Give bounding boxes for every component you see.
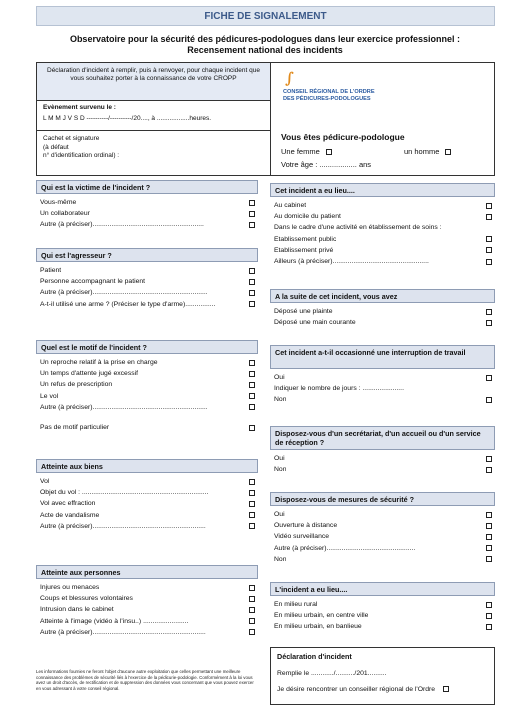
- option-label: Au domicile du patient: [274, 213, 341, 221]
- option-row: [36, 498, 258, 509]
- logo-line-1: CONSEIL RÉGIONAL DE L'ORDRE: [283, 89, 375, 95]
- option-row: [270, 222, 495, 233]
- option-label: Autre (à préciser).............................................................: [40, 289, 208, 297]
- option-checkbox[interactable]: [249, 290, 255, 296]
- option-label: Coups et blessures volontaires: [40, 595, 133, 603]
- option-label: Pas de motif particulier: [40, 424, 110, 432]
- option-row: [36, 402, 258, 413]
- declaration-box: [270, 647, 495, 705]
- section-title: A la suite de cet incident, vous avez: [270, 289, 495, 303]
- section-title: L'incident a eu lieu....: [270, 582, 495, 596]
- option-checkbox[interactable]: [486, 512, 492, 518]
- homme-label: un homme: [403, 147, 440, 156]
- option-checkbox[interactable]: [486, 613, 492, 619]
- section-right-5: [270, 582, 495, 633]
- subtitle-line-1: Observatoire pour la sécurité des pédicures-podologues dans leur exercice professionnel :: [69, 34, 461, 44]
- option-checkbox[interactable]: [486, 624, 492, 630]
- option-label: Non: [274, 396, 287, 404]
- option-label: Non: [274, 555, 287, 563]
- option-label: Un reproche relatif à la prise en charge: [40, 359, 158, 367]
- option-row: [36, 379, 258, 390]
- option-row: [36, 476, 258, 487]
- declaration-title: Déclaration d'incident: [277, 652, 352, 661]
- signature-block[interactable]: [37, 131, 270, 165]
- option-row: [36, 368, 258, 379]
- section-right-4: [270, 492, 495, 565]
- section-title: Cet incident a eu lieu....: [270, 183, 495, 197]
- option-checkbox[interactable]: [249, 501, 255, 507]
- option-label: Etablissement public: [274, 235, 337, 243]
- event-date-field[interactable]: L M M J V S D ----------/----------/20...., à ..................heures.: [43, 114, 212, 122]
- option-row: [270, 610, 495, 621]
- option-row: [36, 627, 258, 638]
- section-right-0: [270, 183, 495, 267]
- option-row: [36, 593, 258, 604]
- option-row: [36, 197, 258, 208]
- option-checkbox[interactable]: [249, 479, 255, 485]
- option-row: [270, 621, 495, 632]
- option-checkbox[interactable]: [486, 456, 492, 462]
- logo-line-2: DES PÉDICURES-PODOLOGUES: [283, 95, 371, 102]
- section-title: Cet incident a-t-il occasionné une interruption de travail: [270, 345, 495, 369]
- option-row: [270, 211, 495, 222]
- option-label: En milieu urbain, en banlieue: [274, 623, 362, 631]
- section-left-1: [36, 248, 258, 310]
- option-label: Personne accompagnant le patient: [40, 278, 146, 286]
- option-checkbox[interactable]: [249, 360, 255, 366]
- section-title: Disposez-vous de mesures de sécurité ?: [270, 492, 495, 506]
- option-checkbox[interactable]: [486, 375, 492, 381]
- option-checkbox[interactable]: [486, 236, 492, 242]
- logo-text: [283, 89, 375, 103]
- option-row: [36, 521, 258, 532]
- signature-note-2: n° d'identification ordinal) :: [43, 152, 120, 159]
- option-label: Oui: [274, 511, 285, 519]
- option-checkbox[interactable]: [486, 397, 492, 403]
- section-title: Quel est le motif de l'incident ?: [36, 340, 258, 354]
- event-date-label: Evènement survenu le :: [43, 104, 116, 111]
- section-left-0: [36, 180, 258, 231]
- option-label: Intrusion dans le cabinet: [40, 606, 114, 614]
- option-checkbox[interactable]: [249, 404, 255, 410]
- section-title: Qui est l'agresseur ?: [36, 248, 258, 262]
- logo-mark-icon: ∫: [285, 69, 294, 87]
- section-left-2: [36, 340, 258, 433]
- option-row: [36, 276, 258, 287]
- option-checkbox[interactable]: [249, 382, 255, 388]
- option-row: [36, 616, 258, 627]
- option-row: [270, 554, 495, 565]
- section-title: Atteinte aux biens: [36, 459, 258, 473]
- option-label: En milieu rural: [274, 601, 318, 609]
- option-row: [270, 543, 495, 554]
- age-field[interactable]: Votre âge : .................. ans: [281, 160, 372, 169]
- option-label: Vous-même: [40, 199, 77, 207]
- option-label: Oui: [274, 455, 285, 463]
- option-row: [36, 219, 258, 230]
- option-row: [270, 509, 495, 520]
- option-label: Autre (à préciser)............................................................: [40, 522, 206, 530]
- section-title: Qui est la victime de l'incident ?: [36, 180, 258, 194]
- option-checkbox[interactable]: [249, 222, 255, 228]
- option-row: [270, 306, 495, 317]
- option-checkbox[interactable]: [486, 467, 492, 473]
- option-label: Vidéo surveillance: [274, 533, 330, 541]
- option-checkbox[interactable]: [486, 320, 492, 326]
- section-right-1: [270, 289, 495, 328]
- option-label: Vol avec effraction: [40, 500, 96, 508]
- femme-label: Une femme: [281, 147, 320, 156]
- option-label: Etablissement privé: [274, 246, 334, 254]
- meet-checkbox[interactable]: [443, 686, 449, 692]
- section-left-3: [36, 459, 258, 532]
- option-label: Vol: [40, 478, 50, 486]
- option-checkbox[interactable]: [249, 211, 255, 217]
- section-title: Disposez-vous d'un secrétariat, d'un accueil ou d'un service de réception ?: [270, 426, 495, 450]
- option-row: [36, 510, 258, 521]
- gender-row: [281, 147, 451, 156]
- option-row: [36, 582, 258, 593]
- signature-label: Cachet et signature: [43, 135, 100, 142]
- option-checkbox[interactable]: [249, 268, 255, 274]
- option-checkbox[interactable]: [249, 523, 255, 529]
- option-label: Ailleurs (à préciser)...................................................: [274, 258, 429, 266]
- option-checkbox[interactable]: [249, 490, 255, 496]
- option-row: [270, 256, 495, 267]
- option-label: Atteinte à l'image (vidéo à l'insu..) ........................: [40, 617, 189, 625]
- event-date-block[interactable]: [37, 101, 270, 131]
- option-label: Oui: [274, 374, 285, 382]
- femme-checkbox[interactable]: [326, 149, 332, 155]
- option-row: [270, 245, 495, 256]
- option-row: [270, 234, 495, 245]
- option-row: [270, 453, 495, 464]
- option-checkbox[interactable]: [249, 629, 255, 635]
- option-label: Non: [274, 466, 287, 474]
- option-checkbox[interactable]: [249, 425, 255, 431]
- form-title: FICHE DE SIGNALEMENT: [204, 10, 327, 22]
- option-row: [270, 531, 495, 542]
- option-row: [270, 599, 495, 610]
- option-checkbox[interactable]: [486, 523, 492, 529]
- option-checkbox[interactable]: [249, 371, 255, 377]
- meet-row: [277, 686, 488, 693]
- option-checkbox[interactable]: [249, 607, 255, 613]
- option-row: [36, 357, 258, 368]
- incident-info-panel: [37, 63, 271, 175]
- option-row: [36, 487, 258, 498]
- option-checkbox[interactable]: [486, 534, 492, 540]
- option-checkbox[interactable]: [249, 301, 255, 307]
- privacy-footer: Les informations fournies ne feront l'objet d'aucune autre exploitation que celles permettant une meilleure connaissance des problèmes de sécurité liés à l'exercice de la pédicurie-podologie. Conformément à la loi vous avez un droit d'accès, de rectification et de suppression des données vous concernant que vous pouvez exercer en vous adressant à votre conseil régional.: [36, 669, 254, 691]
- option-checkbox[interactable]: [249, 512, 255, 518]
- option-label: Déposé une plainte: [274, 308, 333, 316]
- option-checkbox[interactable]: [249, 618, 255, 624]
- form-title-banner: [36, 6, 495, 26]
- section-title: Atteinte aux personnes: [36, 565, 258, 579]
- option-checkbox[interactable]: [249, 200, 255, 206]
- option-row: [270, 317, 495, 328]
- option-label: Dans le cadre d'une activité en établissement de soins :: [274, 224, 442, 232]
- option-row: [36, 287, 258, 298]
- option-label: Au cabinet: [274, 202, 307, 210]
- option-row: [36, 422, 258, 433]
- intro-text: Déclaration d'incident à remplir, puis à renvoyer, pour chaque incident que vous souhaitez porter à la connaissance de votre CROPP: [37, 63, 270, 101]
- option-label: Patient: [40, 267, 62, 275]
- option-label: Déposé une main courante: [274, 319, 356, 327]
- practitioner-title: Vous êtes pédicure-podologue: [281, 132, 405, 142]
- option-checkbox[interactable]: [486, 545, 492, 551]
- option-checkbox[interactable]: [249, 393, 255, 399]
- option-label: Objet du vol : ...................................................................: [40, 489, 209, 497]
- option-label: Injures ou menaces: [40, 584, 100, 592]
- option-label: Autre (à préciser).............................................................: [40, 403, 208, 411]
- ordre-logo: [281, 69, 379, 109]
- option-row: [270, 520, 495, 531]
- option-row: [270, 200, 495, 211]
- option-label: Autre (à préciser)............................................................: [40, 628, 206, 636]
- option-checkbox[interactable]: [249, 279, 255, 285]
- option-label: A-t-il utilisé une arme ? (Préciser le type d'arme)................: [40, 300, 216, 308]
- option-checkbox[interactable]: [486, 309, 492, 315]
- option-checkbox[interactable]: [249, 596, 255, 602]
- declaration-date-field[interactable]: Remplie le ............/........../201..........: [277, 670, 387, 677]
- option-checkbox[interactable]: [486, 214, 492, 220]
- option-row: [270, 383, 495, 394]
- option-label: Un refus de prescription: [40, 381, 113, 389]
- option-row: [270, 372, 495, 383]
- option-label: Acte de vandalisme: [40, 511, 100, 519]
- option-row: [36, 391, 258, 402]
- option-label: Ouverture à distance: [274, 522, 338, 530]
- option-label: Le vol: [40, 392, 59, 400]
- section-right-2: [270, 345, 495, 406]
- option-label: Autre (à préciser)...............................................: [274, 544, 416, 552]
- option-checkbox[interactable]: [486, 259, 492, 265]
- option-row: [36, 299, 258, 310]
- option-row: [270, 464, 495, 475]
- signature-note-1: (à défaut: [43, 143, 69, 151]
- option-checkbox[interactable]: [249, 585, 255, 591]
- header-info-box: [36, 62, 495, 176]
- option-checkbox[interactable]: [486, 602, 492, 608]
- option-label: Un temps d'attente jugé excessif: [40, 370, 139, 378]
- option-row: [36, 265, 258, 276]
- option-label: Un collaborateur: [40, 210, 90, 218]
- subtitle-line-2: Recensement national des incidents: [187, 45, 343, 55]
- option-checkbox[interactable]: [486, 203, 492, 209]
- form-subtitle: [30, 34, 500, 56]
- meet-label: Je désire rencontrer un conseiller régional de l'Ordre: [277, 686, 436, 693]
- option-row: [36, 208, 258, 219]
- option-checkbox[interactable]: [486, 247, 492, 253]
- homme-checkbox[interactable]: [445, 149, 451, 155]
- option-row: [36, 604, 258, 615]
- option-row: [36, 413, 258, 422]
- section-left-4: [36, 565, 258, 638]
- option-label: Indiquer le nombre de jours : ......................: [274, 385, 404, 393]
- practitioner-panel: [271, 63, 494, 175]
- section-right-3: [270, 426, 495, 475]
- option-checkbox[interactable]: [486, 556, 492, 562]
- option-row: [270, 394, 495, 405]
- option-label: En milieu urbain, en centre ville: [274, 612, 369, 620]
- option-label: Autre (à préciser)...........................................................: [40, 221, 204, 229]
